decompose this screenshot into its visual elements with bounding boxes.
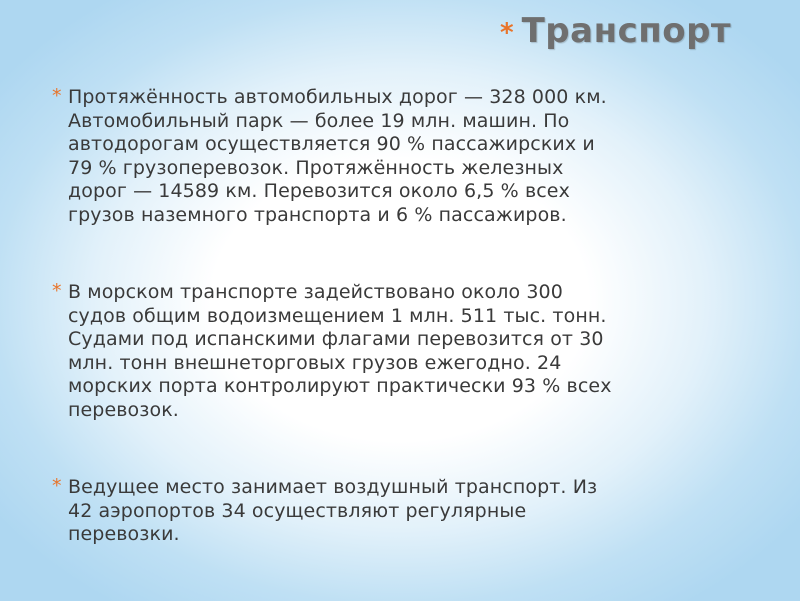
paragraph-line: Автомобильный парк — более 19 млн. машин. По <box>68 109 570 132</box>
bullet-icon: * <box>52 85 62 107</box>
paragraph-line: 79 % грузоперевозок. Протяжённость железных <box>68 156 564 179</box>
paragraph-line: В морском транспорте задействовано около 300 <box>68 281 563 303</box>
paragraph-line: Ведущее место занимает воздушный транспорт. Из <box>68 476 598 498</box>
slide-title-text: Транспорт <box>521 11 732 51</box>
paragraph-line: Судами под испанскими флагами перевозится от 30 <box>68 328 604 350</box>
paragraph-line: дорог — 14589 км. Перевозится около 6,5 % всех <box>68 180 570 202</box>
bullet-icon: * <box>52 475 62 497</box>
paragraph-line: судов общим водоизмещением 1 млн. 511 тыс. тонн. <box>68 304 607 327</box>
slide-title <box>500 11 732 51</box>
paragraph-sea-transport <box>52 281 772 422</box>
paragraph-roads <box>52 86 772 227</box>
paragraph-line: перевозки. <box>68 523 180 545</box>
paragraph-air-transport <box>52 476 772 547</box>
paragraph-line: Протяжённость автомобильных дорог — 328 000 км. <box>68 86 607 108</box>
paragraph-line: млн. тонн внешнеторговых грузов ежегодно. 24 <box>68 351 562 374</box>
title-bullet-icon: * <box>500 18 514 48</box>
slide-content <box>52 86 772 601</box>
paragraph-line: 42 аэропортов 34 осуществляют регулярные <box>68 499 527 522</box>
paragraph-line: перевозок. <box>68 398 179 421</box>
bullet-icon: * <box>52 280 62 302</box>
paragraph-line: морских порта контролируют практически 93 % всех <box>68 375 612 397</box>
paragraph-line: грузов наземного транспорта и 6 % пассажиров. <box>68 203 567 226</box>
paragraph-line: автодорогам осуществляется 90 % пассажирских и <box>68 133 595 155</box>
